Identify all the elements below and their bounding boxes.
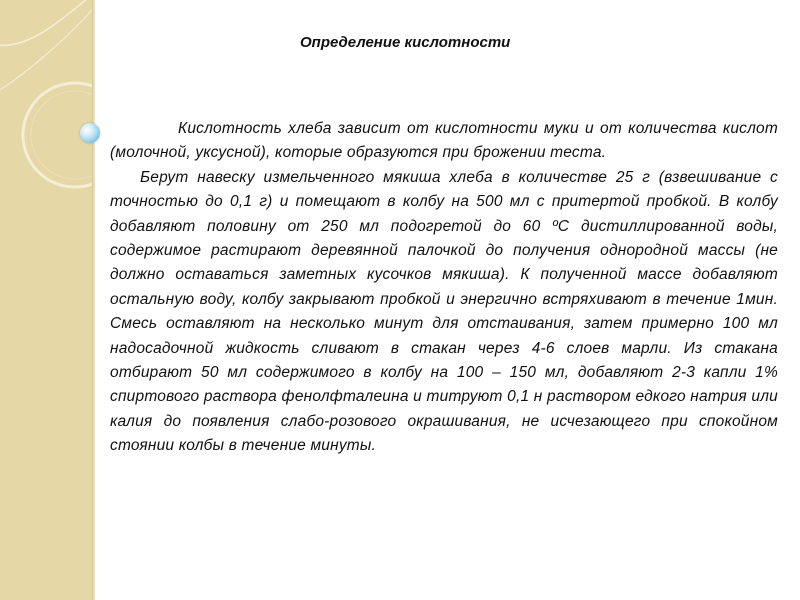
body-paragraph-2: Берут навеску измельченного мякиша хлеба в количестве 25 г (взвешивание с точностью до 0,1 г) и помещают в колбу на 500 мл с притертой пробкой. В колбу добавляют половину от 250 мл подогретой до 60 ºС дистиллированной воды, содержимое растирают деревянной палочкой до получения однородной массы (не должно оставаться заметных кусочков мякиша). К полученной массе добавляют остальную воду, колбу закрывают пробкой и энергично встряхивают в течение 1мин. Смесь оставляют на несколько минут для отстаивания, затем примерно 100 мл надосадочной жидкость сливают в стакан через 4-6 слоев марли. Из стакана отбирают 50 мл содержимого в колбу на 100 – 150 мл, добавляют 2-3 капли 1% спиртового раствора фенолфталеина и титруют 0,1 н раствором едкого натрия или калия до появления слабо-розового окрашивания, не исчезающего при спокойном стоянии колбы в течение минуты. bbox=[110, 168, 778, 455]
body-paragraph-1: Кислотность хлеба зависит от кислотности муки и от количества кислот (молочной, уксусной), которые образуются при брожении теста. bbox=[110, 120, 778, 162]
slide-title: Определение кислотности bbox=[300, 34, 511, 51]
bubble-icon bbox=[80, 123, 100, 143]
slide-body bbox=[110, 117, 778, 459]
decorative-side-panel bbox=[0, 0, 92, 600]
side-panel-edge bbox=[92, 0, 95, 600]
decorative-arcs bbox=[0, 0, 92, 600]
